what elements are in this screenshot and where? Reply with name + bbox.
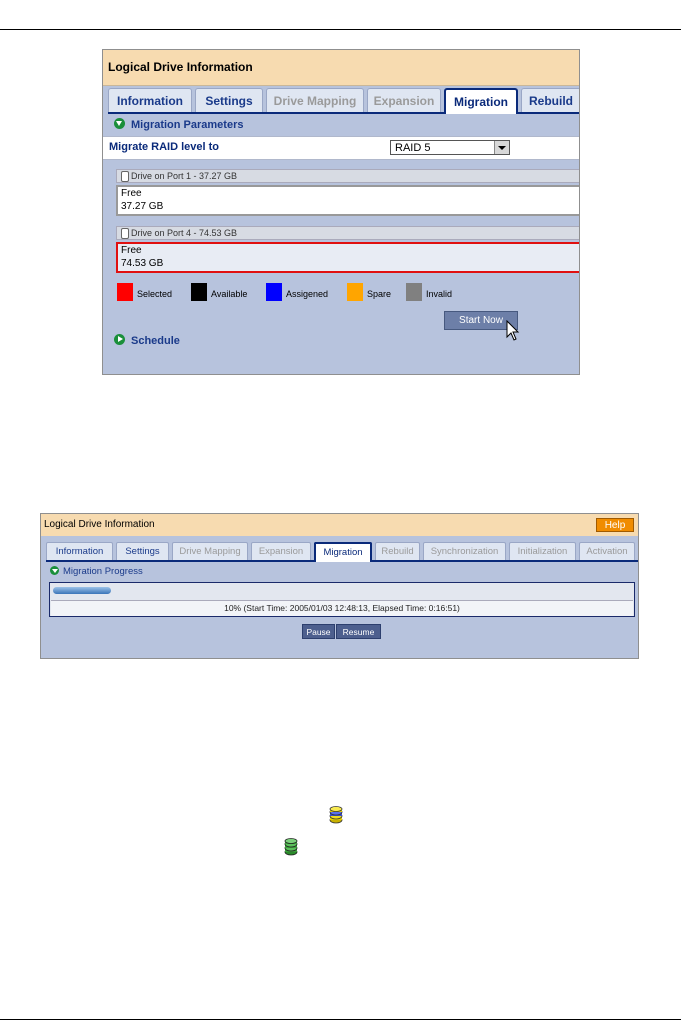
tab-migration[interactable]: Migration [444,88,518,114]
tab-drive-mapping: Drive Mapping [172,542,248,560]
migration-progress-label: Migration Progress [63,566,143,577]
progress-bar [53,587,111,594]
mouse-pointer-icon [506,320,520,342]
panel-title: Logical Drive Information [44,519,155,530]
tab-rebuild: Rebuild [375,542,420,560]
start-now-button[interactable]: Start Now [444,311,518,330]
legend-selected-swatch [117,283,133,301]
migration-parameters-panel [102,49,580,375]
drive-status: Free [121,245,142,256]
drive-header-label: Drive on Port 1 - 37.27 GB [131,171,238,181]
migration-parameters-toggle[interactable] [114,118,243,131]
legend-invalid-label: Invalid [426,289,453,299]
tab-rebuild[interactable]: Rebuild [521,88,580,112]
tab-activation: Activation [579,542,635,560]
panel-header [103,50,579,86]
tab-drive-mapping: Drive Mapping [266,88,364,112]
tab-migration[interactable]: Migration [314,542,372,562]
legend-selected-label: Selected [137,289,173,299]
legend-spare-swatch [347,283,363,301]
tab-synchronization: Synchronization [423,542,506,560]
drive-header-label: Drive on Port 4 - 74.53 GB [131,228,238,238]
schedule-label: Schedule [131,335,180,347]
tab-settings[interactable]: Settings [116,542,169,560]
bottom-rule [0,1019,681,1020]
drive-status: Free [121,188,142,199]
pause-button[interactable]: Pause [302,624,335,639]
migration-progress-box [49,582,635,617]
legend-invalid-swatch [406,283,422,301]
tab-settings[interactable]: Settings [195,88,263,112]
migration-parameters-label: Migration Parameters [131,119,244,131]
tab-information[interactable]: Information [108,88,192,112]
logical-drive-functional-icon [283,838,299,856]
drive-size: 74.53 GB [121,258,164,269]
migration-progress-panel [40,513,639,659]
raid-level-row [103,136,579,160]
tab-bar [108,88,579,114]
migration-progress-toggle[interactable] [50,566,143,577]
panel-header [41,514,638,536]
tab-expansion: Expansion [367,88,441,112]
expand-down-icon [114,118,125,129]
legend-spare-label: Spare [367,289,392,299]
raid-level-select[interactable] [390,140,510,155]
raid-level-value: RAID 5 [395,142,431,154]
drive-size: 37.27 GB [121,201,164,212]
disk-drive-icon [121,228,129,239]
tab-initialization: Initialization [509,542,576,560]
tab-information[interactable]: Information [46,542,113,560]
drive-port1-box[interactable] [116,185,580,216]
legend-available-label: Available [211,289,248,299]
drive-port4-box[interactable] [116,242,580,273]
expand-right-icon [114,334,125,345]
tab-bar [46,542,638,562]
schedule-toggle[interactable] [114,334,180,347]
drive-header [116,169,580,183]
tab-expansion: Expansion [251,542,311,560]
drive-header [116,226,580,240]
help-button[interactable]: Help [596,518,634,532]
dropdown-arrow-icon[interactable] [494,141,509,154]
legend-available-swatch [191,283,207,301]
raid-level-label: Migrate RAID level to [109,141,220,153]
legend-assigned-label: Assigened [286,289,329,299]
legend-assigned-swatch [266,283,282,301]
resume-button[interactable]: Resume [336,624,381,639]
logical-drive-migrating-icon [328,806,344,824]
disk-drive-icon [121,171,129,182]
expand-down-icon [50,566,59,575]
top-rule [0,29,681,30]
progress-text: 10% (Start Time: 2005/01/03 12:48:13, Elapsed Time: 0:16:51) [51,600,633,616]
panel-title: Logical Drive Information [108,60,253,74]
